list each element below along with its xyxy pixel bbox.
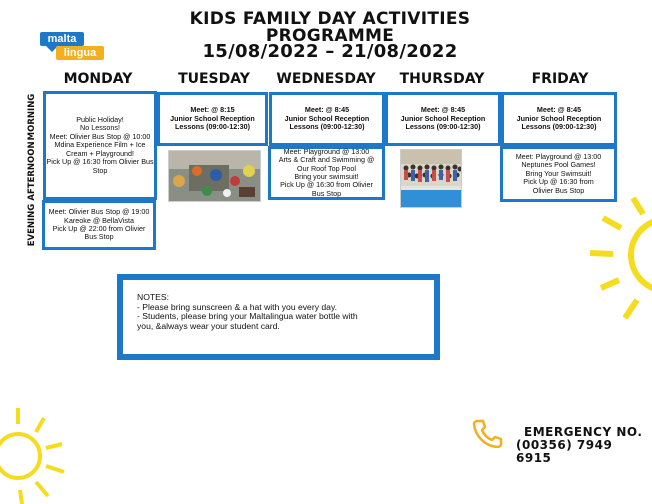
- notes-line: - Students, please bring your Maltalingua water bottle with: [137, 311, 358, 322]
- monday-line: No Lessons!: [80, 123, 120, 133]
- day-header-thursday: THURSDAY: [399, 71, 485, 87]
- friday-afternoon-line: Olivier Bus Stop: [532, 185, 585, 195]
- thursday-activity-photo: [400, 149, 462, 208]
- friday-afternoon-line: Neptunes Pool Games!: [521, 160, 596, 170]
- emergency-number: (00356) 7949 6915: [516, 438, 613, 465]
- monday-evening-line: Meet: Olivier Bus Stop @ 19:00: [48, 207, 150, 217]
- monday-line: Public Holiday!: [76, 115, 124, 125]
- logo-malta: malta: [40, 32, 84, 46]
- logo-lingua: lingua: [56, 46, 104, 60]
- thursday-line: Junior School Reception: [400, 113, 486, 123]
- period-morning: MORNING: [27, 93, 37, 141]
- tuesday-morning-text: [170, 106, 255, 131]
- day-header-monday: MONDAY: [63, 71, 133, 87]
- friday-line: Lessons (09:00-12:30): [521, 122, 597, 132]
- sun-decoration-left: [0, 404, 70, 504]
- tuesday-photo-image: [169, 151, 261, 202]
- wednesday-afternoon-line: Bus Stop: [311, 188, 342, 198]
- thursday-morning-text: [401, 106, 486, 131]
- wednesday-afternoon-cell: [268, 146, 385, 200]
- wednesday-line: Lessons (09:00-12:30): [289, 122, 365, 132]
- period-afternoon: AFTERNOON: [27, 141, 37, 201]
- wednesday-morning-cell: [269, 92, 385, 146]
- friday-morning-text: [517, 106, 602, 131]
- wednesday-afternoon-line: Meet: Playground @ 13:00: [283, 146, 370, 156]
- day-header-tuesday: TUESDAY: [178, 71, 250, 87]
- tuesday-morning-cell: [157, 92, 268, 146]
- monday-evening-line: Bus Stop: [84, 232, 114, 242]
- friday-line: Junior School Reception: [516, 113, 602, 123]
- sun-decoration-right: [585, 180, 652, 330]
- period-evening: EVENING: [27, 203, 37, 247]
- notes-line: - Please bring sunscreen & a hat with you every day.: [137, 301, 337, 312]
- monday-evening-line: Pick Up @ 22:00 from Olivier: [52, 224, 146, 233]
- notes-box: [117, 274, 440, 360]
- tuesday-line: Lessons (09:00-12:30): [174, 122, 251, 132]
- wednesday-morning-text: [285, 106, 370, 131]
- notes-heading: NOTES:: [137, 292, 169, 302]
- emergency-block: [516, 426, 646, 465]
- friday-afternoon-line: Bring Your Swimsuit!: [525, 168, 592, 178]
- tuesday-line: Junior School Reception: [170, 113, 255, 123]
- monday-day-text: [46, 116, 153, 175]
- monday-evening-line: Kareoke @ BellaVista: [64, 215, 134, 225]
- monday-evening-text: [49, 208, 150, 242]
- phone-icon: [472, 418, 504, 448]
- thursday-line: Meet: @ 8:45: [420, 105, 466, 115]
- page-title: KIDS FAMILY DAY ACTIVITIES: [189, 9, 471, 29]
- page-subtitle: PROGRAMME: [265, 26, 395, 46]
- wednesday-line: Meet: @ 8:45: [304, 105, 350, 115]
- monday-line: Pick Up @ 16:30 from Olivier Bus: [46, 157, 154, 167]
- friday-afternoon-line: Meet: Playground @ 13:00: [515, 151, 602, 161]
- thursday-photo-image: [401, 150, 462, 208]
- monday-line: Stop: [92, 165, 108, 175]
- monday-line: Mdina Experience Film + Ice: [54, 140, 146, 150]
- day-header-wednesday: WEDNESDAY: [276, 71, 376, 87]
- emergency-label: EMERGENCY NO.: [524, 425, 643, 439]
- wednesday-afternoon-line: Our Roof Top Pool: [296, 163, 356, 173]
- monday-line: Cream + Playground!: [65, 148, 135, 158]
- friday-afternoon-line: Pick Up @ 16:30 from: [523, 177, 594, 187]
- monday-day-cell: [43, 91, 157, 200]
- date-range: 15/08/2022 – 21/08/2022: [202, 41, 458, 62]
- day-header-friday: FRIDAY: [531, 71, 589, 87]
- notes-line: you, &always wear your student card.: [137, 320, 280, 331]
- wednesday-afternoon-line: Bring your swimsuit!: [294, 172, 359, 181]
- thursday-line: Lessons (09:00-12:30): [405, 122, 481, 132]
- friday-line: Meet: @ 8:45: [536, 105, 582, 115]
- monday-line: Meet: Olivier Bus Stop @ 10:00: [49, 131, 151, 141]
- tuesday-line: Meet: @ 8:15: [190, 105, 235, 115]
- wednesday-line: Junior School Reception: [284, 113, 370, 123]
- monday-evening-cell: [42, 200, 156, 250]
- friday-morning-cell: [501, 92, 617, 146]
- wednesday-afternoon-text: [279, 148, 375, 198]
- wednesday-afternoon-line: Arts & Craft and Swimming @: [278, 155, 375, 165]
- tuesday-activity-photo: [168, 150, 261, 202]
- wednesday-afternoon-line: Pick Up @ 16:30 from Olivier: [280, 180, 373, 190]
- thursday-morning-cell: [385, 92, 501, 146]
- notes-text: [137, 293, 433, 331]
